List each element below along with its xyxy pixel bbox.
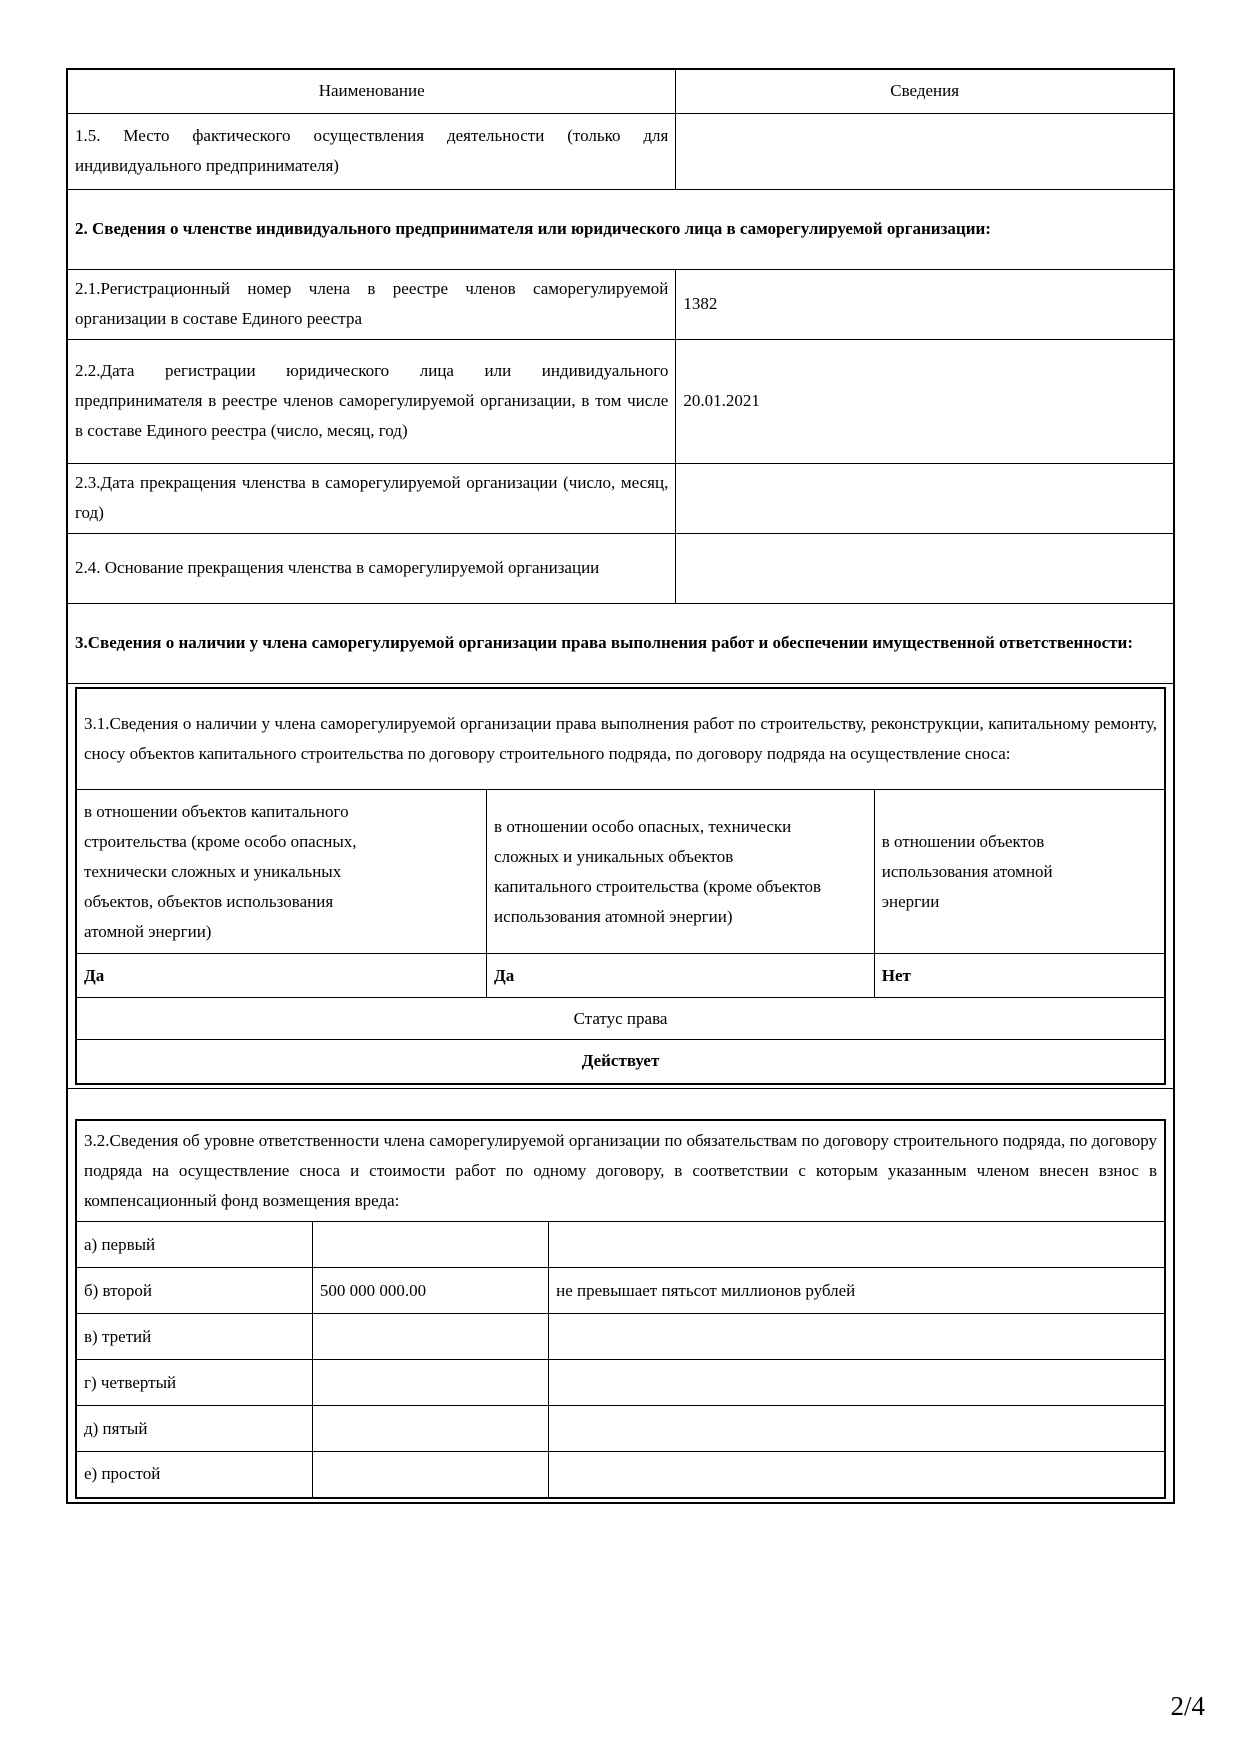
work-rights-columns-row bbox=[76, 790, 1165, 954]
work-rights-values-row bbox=[76, 954, 1165, 998]
work-rights-caption-row bbox=[76, 688, 1165, 790]
level-row-simple bbox=[76, 1452, 1165, 1498]
level-amount bbox=[312, 1314, 548, 1360]
row-2-2-label: 2.2.Дата регистрации юридического лица или индивидуального предпринимателя в реестре членов саморегулируемой организации, в том числе в составе Единого реестра (число, месяц, год) bbox=[67, 339, 676, 463]
section-3-row bbox=[67, 603, 1174, 683]
level-amount bbox=[312, 1360, 548, 1406]
table-row-2-2 bbox=[67, 339, 1174, 463]
row-2-4-value bbox=[676, 533, 1174, 603]
section-3-1-container-cell bbox=[67, 683, 1174, 1088]
section-2-title: 2. Сведения о членстве индивидуального предпринимателя или юридического лица в саморегулируемой организации: bbox=[67, 189, 1174, 269]
level-description bbox=[549, 1406, 1165, 1452]
work-rights-value-2: Да bbox=[487, 954, 875, 998]
level-row-third bbox=[76, 1314, 1165, 1360]
level-amount: 500 000 000.00 bbox=[312, 1268, 548, 1314]
section-3-title: 3.Сведения о наличии у члена саморегулируемой организации права выполнения работ и обеспечении имущественной ответственности: bbox=[67, 603, 1174, 683]
work-rights-caption: 3.1.Сведения о наличии у члена саморегулируемой организации права выполнения работ по строительству, реконструкции, капитальному ремонту, сносу объектов капитального строительства по договору строительного подряда, по договору подряда на осуществление сноса: bbox=[76, 688, 1165, 790]
level-label: б) второй bbox=[76, 1268, 312, 1314]
work-rights-column-3-text: в отношении объектов использования атомной энергии bbox=[881, 831, 1053, 911]
row-2-4-label: 2.4. Основание прекращения членства в саморегулируемой организации bbox=[67, 533, 676, 603]
section-3-1-container-row bbox=[67, 683, 1174, 1088]
work-rights-column-2-text: в отношении особо опасных, технически сложных и уникальных объектов капитального строительства (кроме объектов использования атомной энергии) bbox=[494, 816, 822, 926]
table-row-2-4 bbox=[67, 533, 1174, 603]
section-3-2-container-cell bbox=[67, 1088, 1174, 1503]
work-rights-table bbox=[75, 687, 1166, 1085]
level-amount bbox=[312, 1452, 548, 1498]
work-rights-column-2 bbox=[487, 790, 875, 954]
work-rights-column-3 bbox=[874, 790, 1165, 954]
level-description bbox=[549, 1452, 1165, 1498]
table-row-1-5 bbox=[67, 113, 1174, 189]
table-header-row bbox=[67, 69, 1174, 113]
level-description: не превышает пятьсот миллионов рублей bbox=[549, 1268, 1165, 1314]
work-rights-value-3: Нет bbox=[874, 954, 1165, 998]
level-description bbox=[549, 1360, 1165, 1406]
row-2-3-value bbox=[676, 463, 1174, 533]
column-header-name: Наименование bbox=[67, 69, 676, 113]
responsibility-caption-row bbox=[76, 1120, 1165, 1222]
level-row-first bbox=[76, 1222, 1165, 1268]
registry-extract-table bbox=[66, 68, 1175, 1504]
row-2-2-value: 20.01.2021 bbox=[676, 339, 1174, 463]
column-header-info: Сведения bbox=[676, 69, 1174, 113]
table-row-2-3 bbox=[67, 463, 1174, 533]
level-label: е) простой bbox=[76, 1452, 312, 1498]
work-rights-column-1 bbox=[76, 790, 487, 954]
level-amount bbox=[312, 1222, 548, 1268]
level-label: г) четвертый bbox=[76, 1360, 312, 1406]
row-1-5-value bbox=[676, 113, 1174, 189]
level-amount bbox=[312, 1406, 548, 1452]
row-2-3-label: 2.3.Дата прекращения членства в саморегулируемой организации (число, месяц, год) bbox=[67, 463, 676, 533]
page-number: 2/4 bbox=[1170, 1691, 1205, 1721]
row-1-5-label: 1.5. Место фактического осуществления деятельности (только для индивидуального предпринимателя) bbox=[67, 113, 676, 189]
level-row-fourth bbox=[76, 1360, 1165, 1406]
status-value: Действует bbox=[76, 1040, 1165, 1084]
status-label: Статус права bbox=[76, 998, 1165, 1040]
level-label: д) пятый bbox=[76, 1406, 312, 1452]
work-rights-value-1: Да bbox=[76, 954, 487, 998]
level-row-fifth bbox=[76, 1406, 1165, 1452]
level-row-second bbox=[76, 1268, 1165, 1314]
level-description bbox=[549, 1222, 1165, 1268]
work-rights-column-1-text: в отношении объектов капитального строительства (кроме особо опасных, технически сложных и уникальных объектов, объектов использования атомной энергии) bbox=[84, 801, 357, 941]
section-3-2-container-row bbox=[67, 1088, 1174, 1503]
status-label-row bbox=[76, 998, 1165, 1040]
row-2-1-value: 1382 bbox=[676, 269, 1174, 339]
table-row-2-1 bbox=[67, 269, 1174, 339]
document-content bbox=[66, 68, 1175, 1504]
level-label: в) третий bbox=[76, 1314, 312, 1360]
section-2-row bbox=[67, 189, 1174, 269]
level-description bbox=[549, 1314, 1165, 1360]
row-2-1-label: 2.1.Регистрационный номер члена в реестре членов саморегулируемой организации в составе Единого реестра bbox=[67, 269, 676, 339]
status-value-row bbox=[76, 1040, 1165, 1084]
level-label: а) первый bbox=[76, 1222, 312, 1268]
responsibility-caption: 3.2.Сведения об уровне ответственности члена саморегулируемой организации по обязательствам по договору строительного подряда, по договору подряда на осуществление сноса и стоимости работ по одному договору, в соответствии с которым указанным членом внесен взнос в компенсационный фонд возмещения вреда: bbox=[76, 1120, 1165, 1222]
responsibility-levels-table bbox=[75, 1119, 1166, 1499]
